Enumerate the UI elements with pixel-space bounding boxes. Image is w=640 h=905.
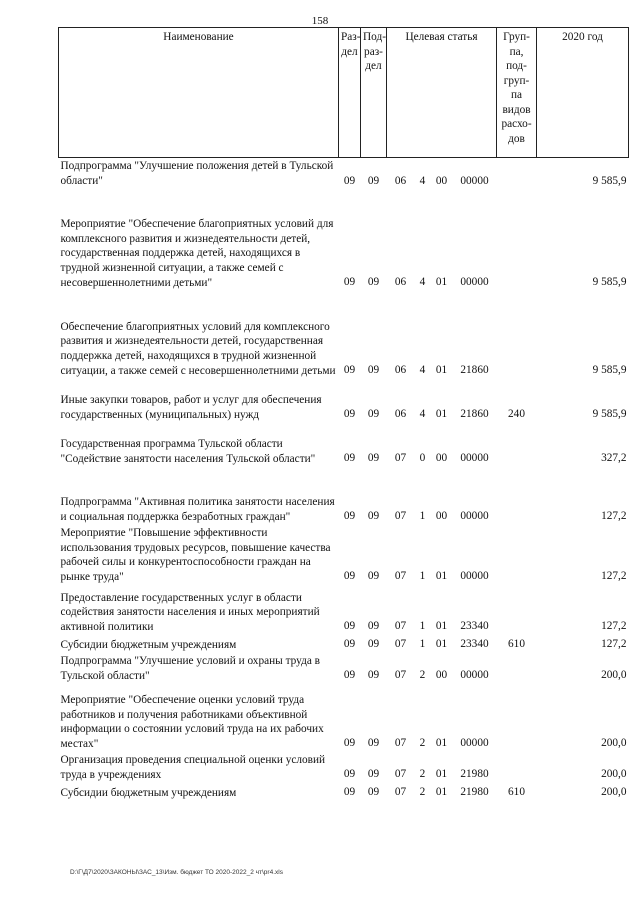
program-code-cell: 07	[394, 736, 407, 749]
header-name: Наименование	[59, 28, 339, 158]
row-name: Подпрограмма "Улучшение условий и охраны труда в Тульской области"	[60, 655, 321, 682]
expense-group-cell	[497, 189, 537, 291]
measure-code-cell: 00	[435, 509, 448, 522]
amount-cell: 200,0	[601, 767, 627, 780]
measure-code-cell: 01	[435, 736, 448, 749]
measure-code-cell: 01	[435, 275, 448, 288]
row-name: Иные закупки товаров, работ и услуг для обеспечения государственных (муниципальных) нужд	[60, 394, 322, 421]
row-name: Подпрограмма "Активная политика занятости населения и социальная поддержка безработных граждан"	[60, 496, 335, 523]
subprogram-code-cell: 2	[419, 736, 426, 749]
measure-code-cell: 01	[435, 637, 448, 650]
measure-code-cell: 01	[435, 363, 448, 376]
table-row	[59, 423, 629, 467]
direction-code-cell: 21860	[460, 363, 489, 376]
amount-cell: 9 585,9	[592, 275, 627, 288]
expense-group-cell	[497, 752, 537, 783]
expense-group-cell	[497, 653, 537, 684]
row-name: Организация проведения специальной оценки условий труда в учреждениях	[60, 754, 326, 781]
amount-cell: 127,2	[601, 569, 627, 582]
program-code-cell: 07	[394, 619, 407, 632]
razdel-cell: 09	[343, 569, 356, 582]
table-row	[59, 684, 629, 752]
header-target-article: Целевая статья	[387, 28, 497, 158]
podrazdel-cell: 09	[367, 668, 380, 681]
measure-code-cell: 00	[435, 174, 448, 187]
expense-group-cell	[497, 158, 537, 190]
podrazdel-cell: 09	[367, 451, 380, 464]
row-name: Субсидии бюджетным учреждениям	[60, 638, 237, 651]
podrazdel-cell: 09	[367, 637, 380, 650]
razdel-cell: 09	[343, 174, 356, 187]
podrazdel-cell: 09	[367, 736, 380, 749]
budget-table	[58, 27, 629, 801]
subprogram-code-cell: 0	[419, 451, 426, 464]
table-body	[59, 158, 629, 802]
direction-code-cell: 21980	[460, 767, 489, 780]
measure-code-cell: 01	[435, 619, 448, 632]
measure-code-cell: 00	[435, 668, 448, 681]
amount-cell: 200,0	[601, 785, 627, 798]
razdel-cell: 09	[343, 767, 356, 780]
table-row	[59, 784, 629, 802]
table-row	[59, 752, 629, 783]
row-name: Подпрограмма "Улучшение положения детей в Тульской области"	[60, 160, 334, 187]
direction-code-cell: 23340	[460, 637, 489, 650]
podrazdel-cell: 09	[367, 407, 380, 420]
direction-code-cell: 23340	[460, 619, 489, 632]
subprogram-code-cell: 4	[419, 363, 426, 376]
expense-group-cell	[497, 586, 537, 636]
amount-cell: 327,2	[601, 451, 627, 464]
amount-cell: 127,2	[601, 509, 627, 522]
table-row	[59, 379, 629, 423]
amount-cell: 9 585,9	[592, 363, 627, 376]
amount-cell: 200,0	[601, 736, 627, 749]
podrazdel-cell: 09	[367, 275, 380, 288]
direction-code-cell: 00000	[460, 451, 489, 464]
direction-code-cell: 21860	[460, 407, 489, 420]
table-row	[59, 586, 629, 636]
measure-code-cell: 01	[435, 407, 448, 420]
podrazdel-cell: 09	[367, 509, 380, 522]
file-path-footer: D:\Г\Д7\2020\ЗАКОНЫ\ЗАС_13\Изм. бюджет ТО 2020-2022_2 чт\pr4.xls	[70, 869, 283, 876]
measure-code-cell: 01	[435, 767, 448, 780]
measure-code-cell: 01	[435, 785, 448, 798]
program-code-cell: 07	[394, 509, 407, 522]
table-row	[59, 653, 629, 684]
subprogram-code-cell: 4	[419, 275, 426, 288]
direction-code-cell: 00000	[460, 275, 489, 288]
amount-cell: 127,2	[601, 637, 627, 650]
subprogram-code-cell: 1	[419, 569, 426, 582]
row-name: Государственная программа Тульской области "Содействие занятости населения Тульской области"	[60, 438, 316, 465]
razdel-cell: 09	[343, 407, 356, 420]
table-row	[59, 636, 629, 654]
expense-group-cell	[497, 684, 537, 752]
row-name: Субсидии бюджетным учреждениям	[60, 786, 237, 799]
header-razdel: Раз- дел	[339, 28, 361, 158]
razdel-cell: 09	[343, 785, 356, 798]
page-number: 158	[311, 15, 329, 27]
row-name: Предоставление государственных услуг в области содействия занятости населения и иных мероприятий активной политики	[60, 591, 320, 633]
razdel-cell: 09	[343, 275, 356, 288]
program-code-cell: 06	[394, 275, 407, 288]
expense-group-cell: 240	[508, 407, 525, 420]
program-code-cell: 06	[394, 363, 407, 376]
subprogram-code-cell: 2	[419, 785, 426, 798]
program-code-cell: 07	[394, 785, 407, 798]
razdel-cell: 09	[343, 736, 356, 749]
direction-code-cell: 00000	[460, 736, 489, 749]
direction-code-cell: 00000	[460, 668, 489, 681]
direction-code-cell: 00000	[460, 569, 489, 582]
direction-code-cell: 00000	[460, 509, 489, 522]
measure-code-cell: 01	[435, 569, 448, 582]
expense-group-cell: 610	[508, 637, 525, 650]
expense-group-cell	[497, 423, 537, 467]
razdel-cell: 09	[343, 668, 356, 681]
expense-group-cell	[497, 467, 537, 525]
subprogram-code-cell: 4	[419, 407, 426, 420]
razdel-cell: 09	[343, 363, 356, 376]
subprogram-code-cell: 1	[419, 637, 426, 650]
row-name: Мероприятие "Обеспечение оценки условий труда работников и получения работниками объективной информации о состоянии условий труда на их рабочих местах"	[60, 693, 324, 750]
row-name: Обеспечение благоприятных условий для комплексного развития и жизнедеятельности детей, государственная поддержка детей, находящихся в трудной жизненной ситуации, а также семей с несовершеннолетними детьми	[60, 320, 336, 377]
table-row	[59, 291, 629, 379]
subprogram-code-cell: 4	[419, 174, 426, 187]
subprogram-code-cell: 1	[419, 509, 426, 522]
amount-cell: 9 585,9	[592, 407, 627, 420]
amount-cell: 9 585,9	[592, 174, 627, 187]
podrazdel-cell: 09	[367, 174, 380, 187]
podrazdel-cell: 09	[367, 569, 380, 582]
razdel-cell: 09	[343, 637, 356, 650]
razdel-cell: 09	[343, 451, 356, 464]
podrazdel-cell: 09	[367, 619, 380, 632]
program-code-cell: 07	[394, 668, 407, 681]
subprogram-code-cell: 2	[419, 767, 426, 780]
expense-group-cell	[497, 291, 537, 379]
measure-code-cell: 00	[435, 451, 448, 464]
table-row	[59, 525, 629, 585]
table-row	[59, 158, 629, 190]
program-code-cell: 07	[394, 451, 407, 464]
direction-code-cell: 00000	[460, 174, 489, 187]
expense-group-cell	[497, 525, 537, 585]
program-code-cell: 07	[394, 569, 407, 582]
amount-cell: 127,2	[601, 619, 627, 632]
program-code-cell: 07	[394, 637, 407, 650]
header-podrazdel: Под- раз- дел	[361, 28, 387, 158]
header-expense-group: Груп- па, под- груп- па видов расхо- дов	[497, 28, 537, 158]
table-row	[59, 467, 629, 525]
program-code-cell: 06	[394, 174, 407, 187]
subprogram-code-cell: 2	[419, 668, 426, 681]
podrazdel-cell: 09	[367, 363, 380, 376]
podrazdel-cell: 09	[367, 785, 380, 798]
subprogram-code-cell: 1	[419, 619, 426, 632]
razdel-cell: 09	[343, 619, 356, 632]
direction-code-cell: 21980	[460, 785, 489, 798]
row-name: Мероприятие "Повышение эффективности использования трудовых ресурсов, повышение качества рабочей силы и конкурентоспособности граждан на рынке труда"	[60, 527, 331, 583]
program-code-cell: 07	[394, 767, 407, 780]
razdel-cell: 09	[343, 509, 356, 522]
table-row	[59, 189, 629, 291]
expense-group-cell: 610	[508, 785, 525, 798]
amount-cell: 200,0	[601, 668, 627, 681]
header-year: 2020 год	[537, 28, 629, 158]
row-name: Мероприятие "Обеспечение благоприятных условий для комплексного развития и жизнедеятельности детей, государственная поддержка детей, находящихся в трудной жизненной ситуации, а также семей с несовершеннолетними детьми"	[60, 218, 334, 289]
program-code-cell: 06	[394, 407, 407, 420]
podrazdel-cell: 09	[367, 767, 380, 780]
